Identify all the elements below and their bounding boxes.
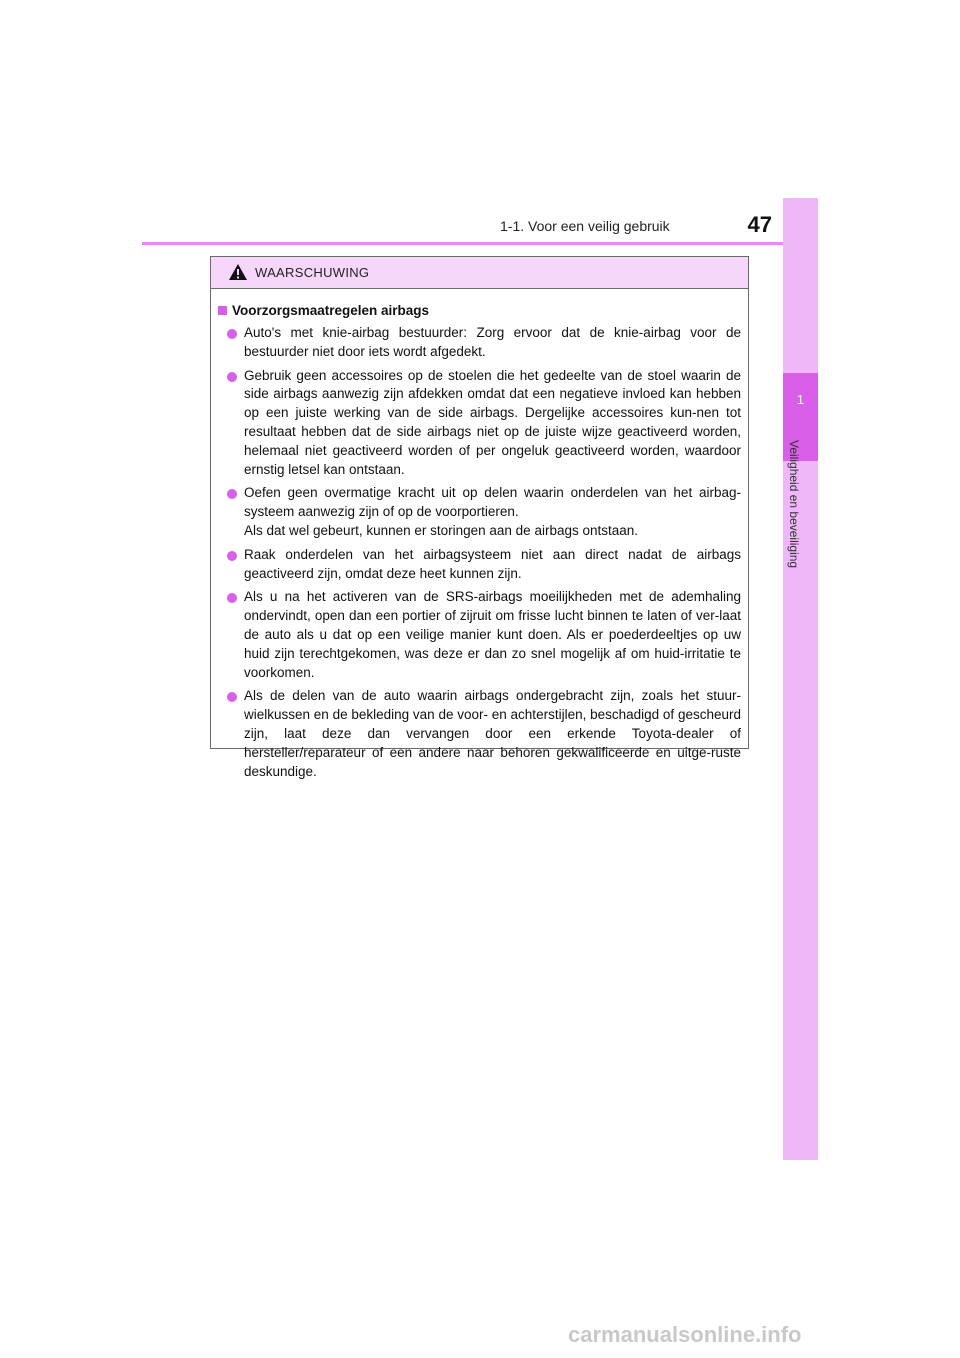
watermark: carmanualsonline.info: [568, 1322, 802, 1347]
warning-triangle-icon: [228, 263, 248, 281]
section-title: 1-1. Voor een veilig gebruik: [500, 218, 670, 234]
square-bullet-icon: [218, 306, 227, 315]
chapter-label: Veiligheid en beveiliging: [787, 440, 801, 569]
chapter-number: 1: [796, 392, 805, 407]
list-item-text: Als dat wel gebeurt, kunnen er storingen aan de airbags ontstaan.: [244, 522, 639, 538]
header-divider: [142, 242, 818, 245]
warning-box: [210, 256, 749, 779]
section-heading-text: Voorzorgsmaatregelen airbags: [232, 303, 430, 318]
list-item-text: Raak onderdelen van het airbagsysteem niet aan direct nadat de airbags geactiveerd zijn, omdat deze heet kunnen zijn.: [244, 546, 741, 581]
list-item: [218, 367, 741, 480]
list-item: [218, 546, 741, 584]
bullet-icon: [227, 551, 237, 561]
list-item-text: Als de delen van de auto waarin airbags ondergebracht zijn, zoals het stuur-wielkussen en de bekleding van de voor- en achterstijlen, beschadigd of gescheurd zijn, laat deze dan vervangen door een erkende Toyota-dealer of hersteller/reparateur of een andere naar behoren gekwalificeerde en uitge-ruste deskundige.: [244, 688, 741, 779]
chapter-side-tab: [783, 198, 818, 1160]
bullet-icon: [227, 329, 237, 339]
list-item-text: Gebruik geen accessoires op de stoelen die het gedeelte van de stoel waarin de side airbags aanwezig zijn afdekken omdat dat een negatieve invloed kan hebben op een juiste werking van de side airbags. Dergelijke accessoires kun-nen tot resultaat hebben dat de side airbags niet op de juiste wijze geactiveerd worden, helemaal niet geactiveerd worden of per ongeluk geactiveerd worden, waardoor ernstig letsel kan ontstaan.: [244, 367, 741, 477]
section-heading: [218, 301, 741, 320]
list-item-text: Als u na het activeren van de SRS-airbags moeilijkheden met de ademhaling ondervindt, open dan een portier of zijruit om frisse lucht binnen te laten of ver-laat de auto als u dat op een veilige manier kunt doen. Als er poederdeeltjes op uw huid zijn terechtgekomen, was deze er dan zo snel mogelijk af om huid-irritatie te voorkomen.: [244, 589, 741, 680]
bullet-icon: [227, 489, 237, 499]
warning-header: [211, 257, 748, 289]
list-item: [218, 687, 741, 781]
warning-body: [211, 289, 748, 781]
bullet-icon: [227, 372, 237, 382]
list-item-text: Auto's met knie-airbag bestuurder: Zorg ervoor dat de knie-airbag voor de bestuurder niet door iets wordt afgedekt.: [244, 325, 741, 359]
list-item: [218, 484, 741, 540]
list-item: [218, 324, 741, 362]
page-number: 47: [747, 212, 772, 237]
list-item: [218, 588, 741, 682]
list-item-text: Oefen geen overmatige kracht uit op delen waarin onderdelen van het airbag-systeem aanwezig zijn of op de voorportieren.: [244, 485, 741, 520]
warning-title: WAARSCHUWING: [255, 265, 370, 280]
bullet-icon: [227, 692, 237, 702]
bullet-icon: [227, 593, 237, 603]
